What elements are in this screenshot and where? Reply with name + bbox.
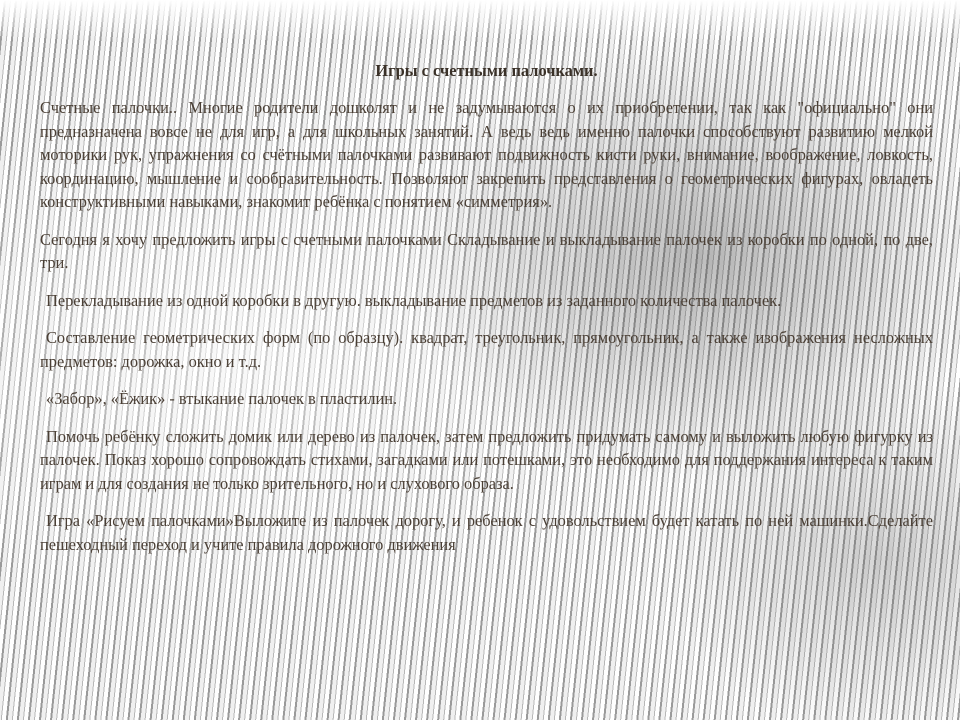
paragraph-today: Сегодня я хочу предложить игры с счетными палочками Складывание и выкладывание палочек из коробки по одной, по две, три. [40,229,933,272]
paragraph-house: Помочь ребёнку сложить домик или дерево из палочек, затем предложить придумать самому и выложить любую фигурку из палочек. Показ хорошо сопровождать стихами, загадками или потешками, это необходимо для поддержания интереса к таким играм и для создания не только зрительного, но и слухового образа. [40,426,933,493]
slide-title: Игры с счетными палочками. [375,61,598,80]
paragraph-draw-game: Игра «Рисуем палочками»Выложите из палочек дорогу, и ребенок с удовольствием будет катать по ней машинки.Сделайте пешеходный переход и учите правила дорожного движения [40,511,933,554]
paragraph-fence: «Забор», «Ёжик» - втыкание палочек в пластилин. [46,389,398,408]
background-top-band [0,0,960,40]
slide-content [40,60,933,710]
paragraph-shapes: Составление геометрических форм (по образцу). квадрат, треугольник, прямоугольник, а также изображения несложных предметов: дорожка, окно и т.д. [40,328,933,371]
paragraph-intro: Счетные палочки.. Многие родители дошколят и не задумываются о их приобретении, так как "официально" они предназначена вовсе не для игр, а для школьных занятий. А ведь ведь именно палочки способствуют развитию мелкой моторики рук, упражнения со счётными палочками развивают подвижность кисти руки, внимание, воображение, ловкость, координацию, мышление и сообразительность. Позволяют закрепить представления о геометрических фигурах, овладеть конструктивными навыками, знакомит ребёнка с понятием «симметрия». [40,98,933,211]
paragraph-transfer: Перекладывание из одной коробки в другую. выкладывание предметов из заданного количества палочек. [46,290,782,310]
